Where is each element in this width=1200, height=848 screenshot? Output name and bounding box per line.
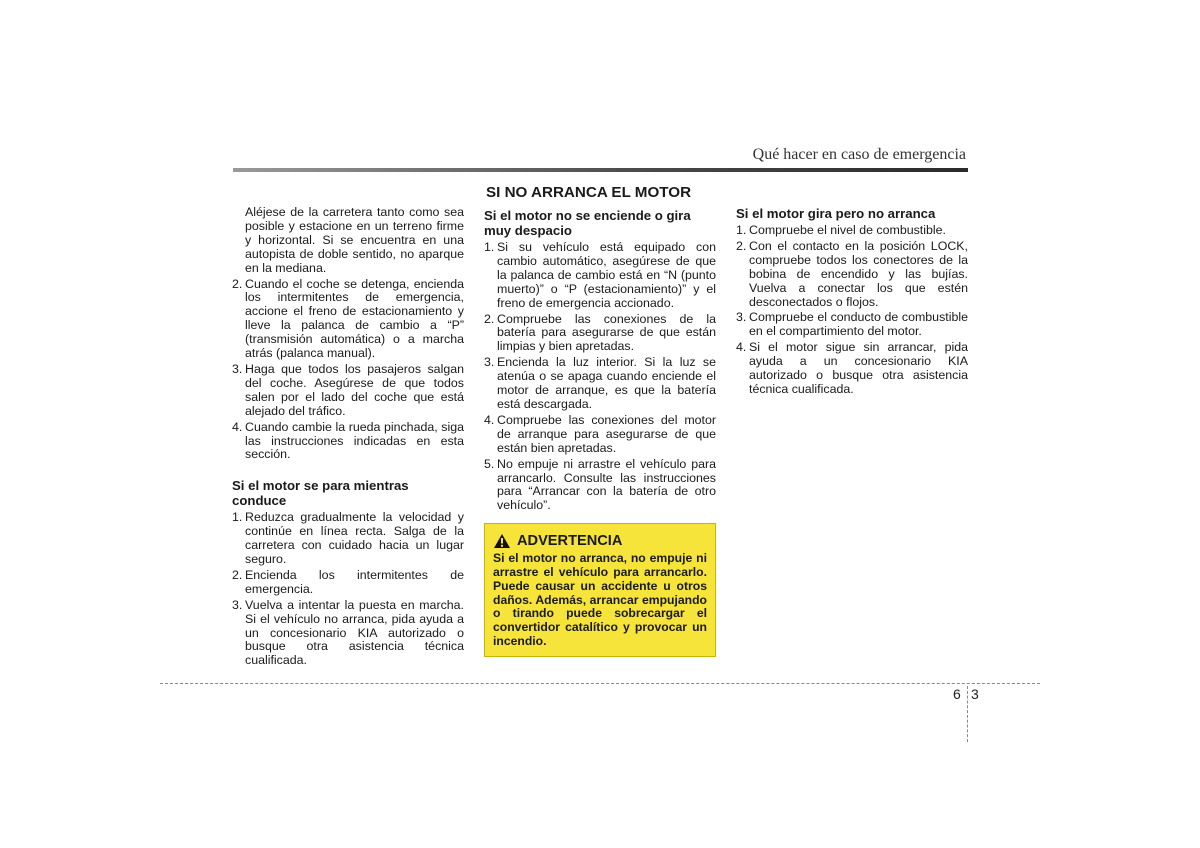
subheading-engine-stops: Si el motor se para mientras conduce — [232, 478, 409, 509]
warning-text: Si el motor no arranca, no empuje ni arrastre el vehículo para arrancarlo. Puede causar un accidente u otros daños. Además, arrancar empujando o tirando puede sobrecargar el convertidor catalítico y provocar un incendio. — [493, 551, 707, 648]
item-number: 4. — [736, 340, 747, 355]
item-text: No empuje ni arrastre el vehículo para arrancarlo. Consulte las instrucciones para “Arrancar con la batería de otro vehículo”. — [497, 456, 716, 513]
list-item — [232, 363, 464, 419]
list-item — [736, 240, 968, 310]
warning-title: ADVERTENCIA — [517, 533, 623, 550]
item-number: 2. — [232, 567, 243, 582]
subheading-engine-no-start: Si el motor no se enciende o gira muy despacio — [484, 208, 691, 238]
warning-header — [493, 532, 707, 550]
list-item — [232, 569, 464, 597]
list-item — [232, 511, 464, 567]
item-text: Compruebe el conducto de combustible en el compartimiento del motor. — [749, 310, 968, 339]
item-number: 3. — [232, 597, 243, 612]
item-number: 4. — [232, 419, 243, 434]
list-item — [736, 341, 968, 397]
list-item — [736, 224, 968, 238]
item-text: Compruebe las conexiones del motor de arranque para asegurarse de que están bien apretadas. — [497, 412, 716, 455]
list-item — [484, 458, 716, 514]
item-text: Encienda los intermitentes de emergencia. — [245, 567, 464, 596]
list-item — [484, 414, 716, 456]
item-number: 5. — [484, 456, 495, 471]
item-number: 3. — [232, 361, 243, 376]
item-number: 1. — [736, 223, 747, 237]
list-item — [484, 241, 716, 311]
item-number: 1. — [232, 510, 243, 525]
footer-rule — [160, 683, 1040, 684]
section-title: SI NO ARRANCA EL MOTOR — [486, 184, 692, 201]
list-item — [232, 599, 464, 669]
item-number: 2. — [736, 238, 747, 253]
item-text: Si el motor sigue sin arrancar, pida ayuda a un concesionario KIA autorizado o busque otra asistencia técnica cualificada. — [749, 340, 968, 396]
item-text: Reduzca gradualmente la velocidad y continúe en línea recta. Salga de la carretera con cuidado hacia un lugar seguro. — [245, 510, 464, 567]
item-text: Vuelva a intentar la puesta en marcha. Si el vehículo no arranca, pida ayuda a un concesionario KIA autorizado o busque otra asistencia técnica cualificada. — [245, 597, 464, 668]
list-item — [484, 313, 716, 355]
item-text: Encienda la luz interior. Si la luz se atenúa o se apaga cuando enciende el motor de arranque, es que la batería está descargada. — [497, 355, 716, 411]
item-number: 1. — [484, 240, 495, 254]
list-item — [232, 421, 464, 463]
item-text: Compruebe las conexiones de la batería para asegurarse de que están limpias y bien apretadas. — [497, 311, 716, 354]
list-item — [232, 278, 464, 361]
warning-triangle-icon — [493, 533, 511, 549]
page-number-divider — [967, 686, 968, 742]
page-header-title: Qué hacer en caso de emergencia — [752, 146, 966, 163]
list-item — [232, 206, 464, 276]
column-left — [232, 206, 464, 670]
list-item — [484, 356, 716, 412]
item-number: 2. — [484, 311, 495, 326]
item-text: Si su vehículo está equipado con cambio automático, asegúrese de que la palanca de cambio está en “N (punto muerto)” o “P (estacionamiento)” y el freno de emergencia accionado. — [497, 240, 716, 310]
item-number: 4. — [484, 412, 495, 427]
column-middle — [484, 184, 716, 657]
item-text: Aléjese de la carretera tanto como sea posible y estacione en un terreno firme y horizontal. Si se encuentra en una autopista de doble sentido, no aparque en la mediana. — [245, 205, 464, 275]
item-text: Cuando cambie la rueda pinchada, siga las instrucciones indicadas en esta sección. — [245, 419, 464, 462]
item-text: Compruebe el nivel de combustible. — [749, 223, 946, 237]
page-number: 3 — [971, 686, 979, 702]
subheading-engine-cranks: Si el motor gira pero no arranca — [736, 206, 936, 221]
list-item — [736, 311, 968, 339]
item-text: Haga que todos los pasajeros salgan del coche. Asegúrese de que todos salen por el lado del coche que está alejado del tráfico. — [245, 361, 464, 418]
item-number: 3. — [736, 310, 747, 325]
item-text: Cuando el coche se detenga, encienda los intermitentes de emergencia, accione el freno de estacionamiento y lleve la palanca de cambio a “P” (transmisión automática) o a marcha atrás (palanca manual). — [245, 276, 464, 361]
warning-box — [484, 523, 716, 657]
item-number: 2. — [232, 276, 243, 291]
header-rule — [233, 168, 968, 172]
item-text: Con el contacto en la posición LOCK, compruebe todos los conectores de la bobina de encendido y las bujías. Vuelva a conectar los que estén desconectados o flojos. — [749, 238, 968, 309]
column-right — [736, 206, 968, 399]
item-number: 3. — [484, 355, 495, 370]
section-number: 6 — [953, 686, 961, 702]
